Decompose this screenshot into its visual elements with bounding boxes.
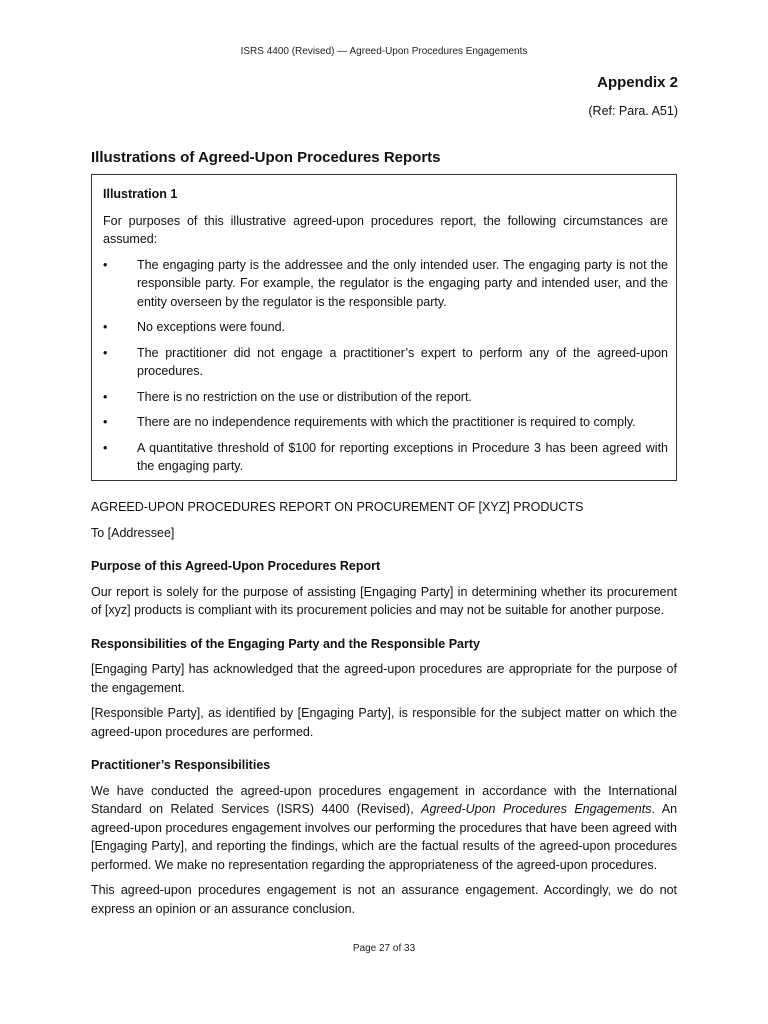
bullet-marker: • — [103, 257, 108, 272]
list-item-text: A quantitative threshold of $100 for reporting exceptions in Procedure 3 has been agreed with the engaging party. — [137, 440, 668, 473]
list-item — [103, 439, 668, 476]
report-body — [91, 498, 677, 925]
practitioner-text-start: We have conducted the agreed-upon procedures engagement in accordance with the International Standard on Related Services (ISRS) 4400 (Revised), — [91, 783, 677, 816]
list-item — [103, 413, 668, 432]
practitioner-paragraph-2: This agreed-upon procedures engagement is not an assurance engagement. Accordingly, we do not express an opinion or an assurance conclusion. — [91, 883, 677, 916]
addressee: To [Addressee] — [91, 525, 175, 540]
list-item — [103, 256, 668, 312]
illustration-box — [91, 174, 677, 481]
page-number: Page 27 of 33 — [352, 943, 416, 954]
list-item-text: There are no independence requirements with which the practitioner is required to comply. — [137, 415, 636, 429]
practitioner-text-end: . An agreed-upon procedures engagement involves our performing the procedures that have been agreed with [Engaging Party], and reporting the findings, which are the factual results of the agreed-upon procedures performed. We make no representation regarding the appropriateness of the agreed-upon procedures. — [91, 802, 678, 872]
running-header: ISRS 4400 (Revised) — Agreed-Upon Procedures Engagements — [240, 46, 528, 57]
responsibilities-paragraph-2: [Responsible Party], as identified by [Engaging Party], is responsible for the subject matter on which the agreed-upon procedures are performed. — [91, 706, 677, 739]
bullet-marker: • — [103, 389, 108, 404]
report-title: AGREED-UPON PROCEDURES REPORT ON PROCUREMENT OF [XYZ] PRODUCTS — [91, 500, 584, 514]
standard-title-italic: Agreed-Upon Procedures Engagements — [421, 802, 652, 816]
illustration-intro: For purposes of this illustrative agreed-upon procedures report, the following circumstances are assumed: — [103, 213, 668, 246]
purpose-paragraph: Our report is solely for the purpose of assisting [Engaging Party] in determining whether its procurement of [xyz] products is compliant with its procurement policies and may not be suitable for another purpose. — [91, 584, 677, 617]
section-title: Illustrations of Agreed-Upon Procedures Reports — [91, 149, 441, 166]
list-item-text: The practitioner did not engage a practitioner’s expert to perform any of the agreed-upon procedures. — [137, 345, 668, 378]
purpose-heading: Purpose of this Agreed-Upon Procedures Report — [91, 559, 381, 573]
bullet-marker: • — [103, 320, 108, 334]
bullet-marker: • — [103, 345, 108, 360]
list-item-text: The engaging party is the addressee and the only intended user. The engaging party is not the responsible party. For example, the regulator is the engaging party and intended user, and the entity overseen by the regulator is the responsible party. — [137, 257, 668, 309]
list-item-text: There is no restriction on the use or distribution of the report. — [137, 389, 472, 404]
practitioner-paragraph-1 — [91, 782, 677, 875]
responsibilities-paragraph-1: [Engaging Party] has acknowledged that the agreed-upon procedures are appropriate for the purpose of the engagement. — [91, 662, 677, 695]
practitioner-heading: Practitioner’s Responsibilities — [91, 758, 271, 772]
responsibilities-heading: Responsibilities of the Engaging Party and the Responsible Party — [91, 636, 480, 651]
appendix-title: Appendix 2 — [597, 74, 678, 91]
illustration-title: Illustration 1 — [103, 187, 178, 201]
list-item — [103, 344, 668, 381]
bullet-marker: • — [103, 440, 108, 455]
list-item — [103, 318, 668, 337]
paragraph-reference: (Ref: Para. A51) — [588, 104, 678, 118]
list-item — [103, 388, 668, 407]
assumptions-list — [103, 256, 668, 476]
bullet-marker: • — [103, 415, 108, 429]
list-item-text: No exceptions were found. — [137, 320, 286, 334]
